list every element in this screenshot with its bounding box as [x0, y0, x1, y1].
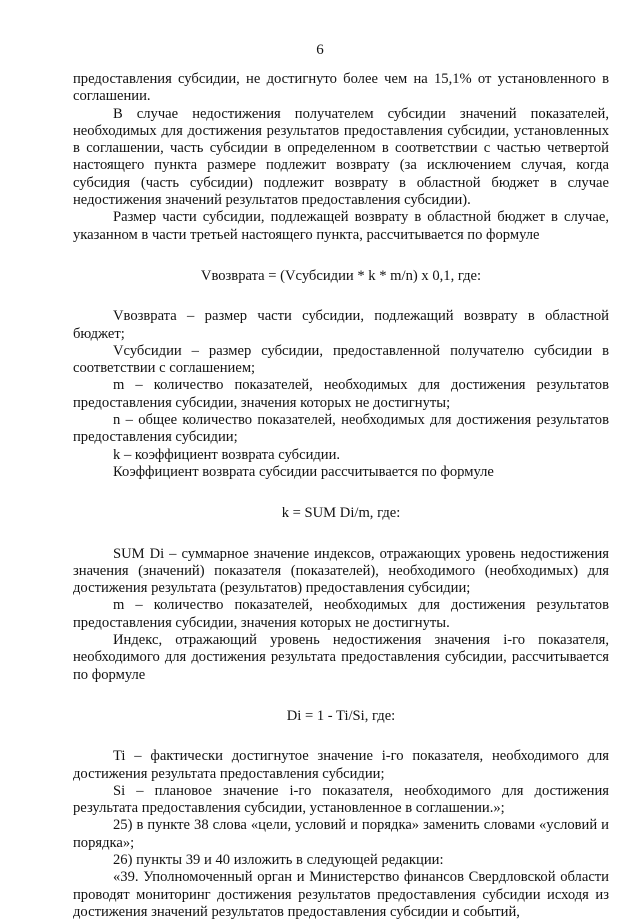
- paragraph: m – количество показателей, необходимых для достижения результатов предоставления субсидии, значения которых не достигнуты;: [73, 377, 609, 411]
- paragraph: В случае недостижения получателем субсидии значений показателей, необходимых для достижения результатов предоставления субсидии, установленных в соглашении, часть субсидии в определенном в соответствии с частью четвертой настоящего пункта размере подлежит возврату (за исключением случая, когда субсидия (часть субсидии) подлежит возврату в областной бюджет в случае недостижения значений результатов предоставления субсидии).: [73, 105, 609, 209]
- paragraph: m – количество показателей, необходимых для достижения результатов предоставления субсидии, значения которых не достигнуты.: [73, 597, 609, 631]
- formula-di: Di = 1 - Ti/Si, где:: [286, 707, 396, 724]
- document-body: [73, 71, 609, 921]
- page-number: 6: [316, 42, 324, 58]
- paragraph: k – коэффициент возврата субсидии.: [113, 446, 341, 463]
- paragraph: Vвозврата – размер части субсидии, подлежащий возврату в областной бюджет;: [73, 308, 609, 342]
- paragraph: Si – плановое значение i-го показателя, необходимого для достижения результата предоставления субсидии, установленное в соглашении.»;: [73, 782, 609, 817]
- paragraph: SUM Di – суммарное значение индексов, отражающих уровень недостижения значения (значений) показателя (показателей), необходимого (необходимых) для достижения результата (результатов) предоставления субсидии;: [73, 545, 609, 597]
- paragraph: 26) пункты 39 и 40 изложить в следующей редакции:: [113, 851, 444, 868]
- formula-k: k = SUM Di/m, где:: [281, 505, 401, 522]
- paragraph: Размер части субсидии, подлежащей возврату в областной бюджет в случае, указанном в части третьей настоящего пункта, рассчитывается по формуле: [73, 209, 609, 243]
- paragraph: 25) в пункте 38 слова «цели, условий и порядка» заменить словами «условий и порядка»;: [73, 817, 609, 851]
- paragraph: Индекс, отражающий уровень недостижения значения i-го показателя, необходимого для достижения результата предоставления субсидии, рассчитывается по формуле: [73, 632, 609, 683]
- paragraph: Коэффициент возврата субсидии рассчитывается по формуле: [113, 463, 494, 480]
- paragraph: Vсубсидии – размер субсидии, предоставленной получателю субсидии в соответствии с соглашением;: [73, 342, 609, 377]
- paragraph: «39. Уполномоченный орган и Министерство финансов Свердловской области проводят мониторинг достижения результатов предоставления субсидии исходя из достижения значений результатов предоставления субсидии и событий,: [73, 869, 609, 920]
- paragraph: n – общее количество показателей, необходимых для достижения результатов предоставления субсидии;: [73, 412, 609, 446]
- formula-v-return: Vвозврата = (Vсубсидии * k * m/n) x 0,1, где:: [200, 267, 482, 284]
- paragraph: предоставления субсидии, не достигнуто более чем на 15,1% от установленного в соглашении.: [73, 71, 609, 105]
- paragraph: Ti – фактически достигнутое значение i-го показателя, необходимого для достижения результата предоставления субсидии;: [73, 748, 609, 782]
